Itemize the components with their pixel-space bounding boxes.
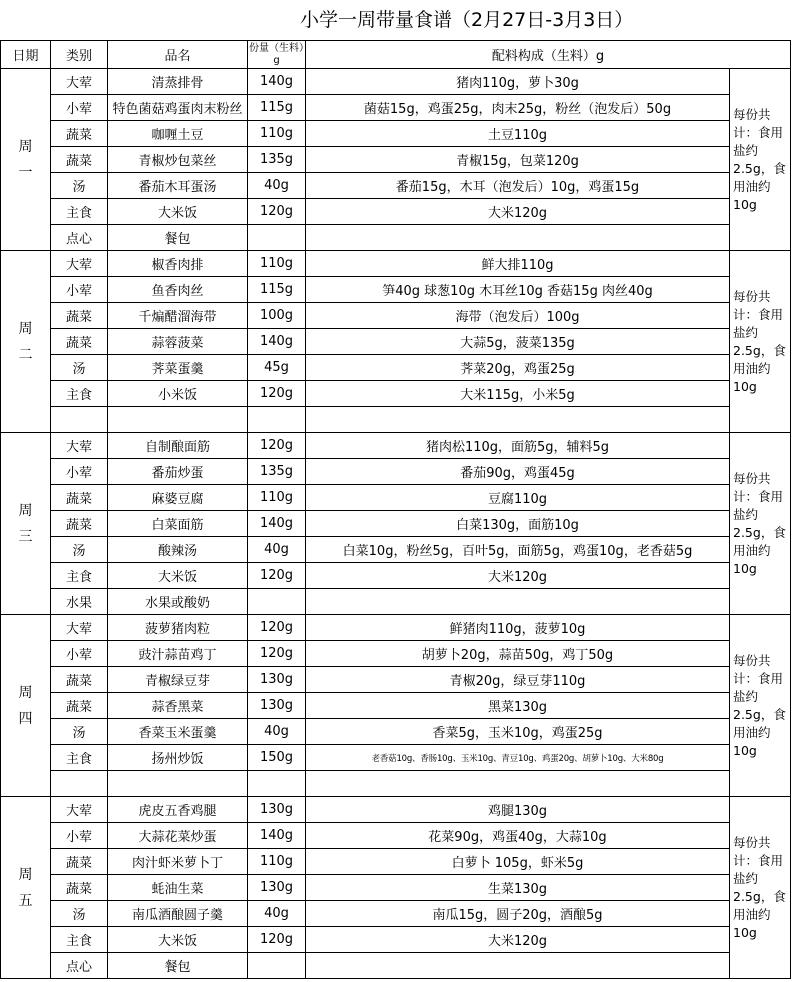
nutrition-note: 每份共计：食用盐约2.5g，食用油约10g — [730, 797, 791, 979]
nutrition-note: 每份共计：食用盐约2.5g，食用油约10g — [730, 433, 791, 615]
category-cell: 汤 — [51, 355, 108, 381]
dish-cell — [108, 407, 248, 433]
dish-cell: 大蒜花菜炒蛋 — [108, 823, 248, 849]
dish-cell: 鱼香肉丝 — [108, 277, 248, 303]
weight-cell: 40g — [248, 719, 306, 745]
ingredients-cell: 菌菇15g，鸡蛋25g，肉末25g，粉丝（泡发后）50g — [306, 95, 730, 121]
category-cell: 蔬菜 — [51, 121, 108, 147]
table-row — [1, 719, 791, 745]
table-row — [1, 953, 791, 979]
ingredients-cell: 青椒15g，包菜120g — [306, 147, 730, 173]
ingredients-cell: 花菜90g，鸡蛋40g，大蒜10g — [306, 823, 730, 849]
header-category: 类别 — [51, 41, 108, 69]
table-row — [1, 823, 791, 849]
dish-cell: 蒜香黑菜 — [108, 693, 248, 719]
table-row — [1, 407, 791, 433]
dish-cell: 番茄炒蛋 — [108, 459, 248, 485]
day-cell: 周 三 — [1, 433, 51, 615]
table-row — [1, 537, 791, 563]
day-cell: 周 二 — [1, 251, 51, 433]
ingredients-cell: 大米120g — [306, 199, 730, 225]
table-row — [1, 121, 791, 147]
table-row — [1, 199, 791, 225]
category-cell: 点心 — [51, 225, 108, 251]
dish-cell: 麻婆豆腐 — [108, 485, 248, 511]
dish-cell: 水果或酸奶 — [108, 589, 248, 615]
nutrition-note: 每份共计：食用盐约2.5g，食用油约10g — [730, 69, 791, 251]
table-row — [1, 95, 791, 121]
weight-cell — [248, 225, 306, 251]
ingredients-cell: 鸡腿130g — [306, 797, 730, 823]
table-row — [1, 693, 791, 719]
dish-cell: 特色菌菇鸡蛋肉末粉丝 — [108, 95, 248, 121]
category-cell: 汤 — [51, 173, 108, 199]
weight-cell: 140g — [248, 823, 306, 849]
category-cell: 小荤 — [51, 277, 108, 303]
category-cell: 主食 — [51, 563, 108, 589]
ingredients-cell: 青椒20g，绿豆芽110g — [306, 667, 730, 693]
weight-cell: 130g — [248, 875, 306, 901]
table-row — [1, 251, 791, 277]
ingredients-cell: 猪肉松110g，面筋5g，辅料5g — [306, 433, 730, 459]
table-row — [1, 329, 791, 355]
dish-cell: 肉汁虾米萝卜丁 — [108, 849, 248, 875]
category-cell: 主食 — [51, 381, 108, 407]
ingredients-cell: 猪肉110g，萝卜30g — [306, 69, 730, 95]
table-row — [1, 459, 791, 485]
ingredients-cell: 豆腐110g — [306, 485, 730, 511]
table-row — [1, 667, 791, 693]
category-cell: 大荤 — [51, 615, 108, 641]
table-row — [1, 147, 791, 173]
nutrition-note: 每份共计：食用盐约2.5g，食用油约10g — [730, 251, 791, 433]
ingredients-cell: 大蒜5g，菠菜135g — [306, 329, 730, 355]
title-text: 小学一周带量食谱（2月27日-3月3日） — [300, 9, 634, 31]
category-cell: 主食 — [51, 745, 108, 771]
table-row — [1, 225, 791, 251]
table-row — [1, 303, 791, 329]
ingredients-cell: 南瓜15g，圆子20g，酒酿5g — [306, 901, 730, 927]
table-row — [1, 589, 791, 615]
day-cell: 周 五 — [1, 797, 51, 979]
category-cell: 汤 — [51, 719, 108, 745]
category-cell: 蔬菜 — [51, 147, 108, 173]
header-ingredients: 配料构成（生料）g — [306, 41, 791, 69]
ingredients-cell: 土豆110g — [306, 121, 730, 147]
ingredients-cell: 生菜130g — [306, 875, 730, 901]
weight-cell: 120g — [248, 563, 306, 589]
table-row — [1, 849, 791, 875]
table-row — [1, 381, 791, 407]
weight-cell: 130g — [248, 693, 306, 719]
dish-cell: 大米饭 — [108, 199, 248, 225]
category-cell: 大荤 — [51, 433, 108, 459]
category-cell: 大荤 — [51, 797, 108, 823]
day-cell: 周 一 — [1, 69, 51, 251]
table-row — [1, 901, 791, 927]
weight-cell: 120g — [248, 381, 306, 407]
category-cell: 主食 — [51, 927, 108, 953]
weight-cell: 115g — [248, 95, 306, 121]
header-weight: 份量（生料）g — [248, 41, 306, 69]
dish-cell: 豉汁蒜苗鸡丁 — [108, 641, 248, 667]
category-cell: 蔬菜 — [51, 875, 108, 901]
table-row — [1, 927, 791, 953]
weight-cell: 120g — [248, 615, 306, 641]
ingredients-cell: 胡萝卜20g，蒜苗50g，鸡丁50g — [306, 641, 730, 667]
category-cell: 蔬菜 — [51, 303, 108, 329]
dish-cell: 荠菜蛋羹 — [108, 355, 248, 381]
dish-cell: 蒜蓉菠菜 — [108, 329, 248, 355]
page-title — [0, 0, 793, 40]
weight-cell: 130g — [248, 667, 306, 693]
dish-cell: 酸辣汤 — [108, 537, 248, 563]
dish-cell: 南瓜酒酿圆子羹 — [108, 901, 248, 927]
weight-cell — [248, 589, 306, 615]
ingredients-cell — [306, 225, 730, 251]
dish-cell: 番茄木耳蛋汤 — [108, 173, 248, 199]
ingredients-cell — [306, 589, 730, 615]
ingredients-cell: 番茄15g，木耳（泡发后）10g，鸡蛋15g — [306, 173, 730, 199]
weight-cell: 140g — [248, 329, 306, 355]
category-cell: 蔬菜 — [51, 511, 108, 537]
ingredients-cell: 番茄90g，鸡蛋45g — [306, 459, 730, 485]
weight-cell: 135g — [248, 147, 306, 173]
category-cell: 小荤 — [51, 641, 108, 667]
dish-cell: 咖喱土豆 — [108, 121, 248, 147]
header-date: 日期 — [1, 41, 51, 69]
dish-cell: 蚝油生菜 — [108, 875, 248, 901]
weight-cell — [248, 953, 306, 979]
ingredients-cell: 鲜猪肉110g，菠萝10g — [306, 615, 730, 641]
category-cell — [51, 771, 108, 797]
table-row — [1, 277, 791, 303]
weight-cell: 110g — [248, 485, 306, 511]
ingredients-cell: 鲜大排110g — [306, 251, 730, 277]
weight-cell: 40g — [248, 173, 306, 199]
category-cell: 点心 — [51, 953, 108, 979]
table-row — [1, 771, 791, 797]
ingredients-cell — [306, 771, 730, 797]
dish-cell: 虎皮五香鸡腿 — [108, 797, 248, 823]
dish-cell: 大米饭 — [108, 563, 248, 589]
table-row — [1, 485, 791, 511]
ingredients-cell: 大米120g — [306, 927, 730, 953]
weight-cell: 120g — [248, 927, 306, 953]
dish-cell: 大米饭 — [108, 927, 248, 953]
weight-cell: 130g — [248, 797, 306, 823]
nutrition-note: 每份共计：食用盐约2.5g，食用油约10g — [730, 615, 791, 797]
weight-cell: 100g — [248, 303, 306, 329]
category-cell: 大荤 — [51, 251, 108, 277]
category-cell: 小荤 — [51, 823, 108, 849]
dish-cell: 扬州炒饭 — [108, 745, 248, 771]
weight-cell: 140g — [248, 511, 306, 537]
weight-cell — [248, 771, 306, 797]
weight-cell: 120g — [248, 641, 306, 667]
table-row — [1, 355, 791, 381]
header-row — [1, 41, 791, 69]
ingredients-cell: 大米120g — [306, 563, 730, 589]
weight-cell: 40g — [248, 537, 306, 563]
weight-cell: 110g — [248, 849, 306, 875]
dish-cell: 白菜面筋 — [108, 511, 248, 537]
weight-cell: 150g — [248, 745, 306, 771]
dish-cell: 青椒炒包菜丝 — [108, 147, 248, 173]
dish-cell: 青椒绿豆芽 — [108, 667, 248, 693]
category-cell: 小荤 — [51, 95, 108, 121]
weight-cell: 45g — [248, 355, 306, 381]
table-row — [1, 641, 791, 667]
table-row — [1, 433, 791, 459]
dish-cell: 菠萝猪肉粒 — [108, 615, 248, 641]
weight-cell: 120g — [248, 199, 306, 225]
category-cell: 水果 — [51, 589, 108, 615]
category-cell: 主食 — [51, 199, 108, 225]
dish-cell — [108, 771, 248, 797]
category-cell: 蔬菜 — [51, 329, 108, 355]
ingredients-cell: 老香菇10g、香肠10g、玉米10g、青豆10g、鸡蛋20g、胡萝卜10g、大米80g — [306, 745, 730, 771]
category-cell: 汤 — [51, 537, 108, 563]
table-row — [1, 511, 791, 537]
header-dish: 品名 — [108, 41, 248, 69]
dish-cell: 自制酿面筋 — [108, 433, 248, 459]
ingredients-cell: 海带（泡发后）100g — [306, 303, 730, 329]
weekly-menu-table — [0, 40, 791, 979]
category-cell: 蔬菜 — [51, 693, 108, 719]
weight-cell: 40g — [248, 901, 306, 927]
day-cell: 周 四 — [1, 615, 51, 797]
table-row — [1, 563, 791, 589]
category-cell: 蔬菜 — [51, 667, 108, 693]
dish-cell: 香菜玉米蛋羹 — [108, 719, 248, 745]
weight-cell: 110g — [248, 251, 306, 277]
ingredients-cell: 荠菜20g，鸡蛋25g — [306, 355, 730, 381]
ingredients-cell: 白菜130g，面筋10g — [306, 511, 730, 537]
ingredients-cell — [306, 953, 730, 979]
category-cell: 蔬菜 — [51, 485, 108, 511]
weight-cell: 115g — [248, 277, 306, 303]
table-row — [1, 69, 791, 95]
ingredients-cell: 白萝卜 105g，虾米5g — [306, 849, 730, 875]
dish-cell: 小米饭 — [108, 381, 248, 407]
ingredients-cell: 大米115g，小米5g — [306, 381, 730, 407]
table-row — [1, 615, 791, 641]
dish-cell: 椒香肉排 — [108, 251, 248, 277]
weight-cell: 110g — [248, 121, 306, 147]
dish-cell: 千煸醋溜海带 — [108, 303, 248, 329]
dish-cell: 餐包 — [108, 225, 248, 251]
ingredients-cell — [306, 407, 730, 433]
ingredients-cell: 笋40g 球葱10g 木耳丝10g 香菇15g 肉丝40g — [306, 277, 730, 303]
weight-cell: 135g — [248, 459, 306, 485]
weight-cell: 120g — [248, 433, 306, 459]
category-cell: 小荤 — [51, 459, 108, 485]
ingredients-cell: 黑菜130g — [306, 693, 730, 719]
table-row — [1, 875, 791, 901]
table-row — [1, 745, 791, 771]
dish-cell: 餐包 — [108, 953, 248, 979]
category-cell: 蔬菜 — [51, 849, 108, 875]
table-row — [1, 173, 791, 199]
table-row — [1, 797, 791, 823]
weight-cell — [248, 407, 306, 433]
category-cell — [51, 407, 108, 433]
dish-cell: 清蒸排骨 — [108, 69, 248, 95]
category-cell: 大荤 — [51, 69, 108, 95]
category-cell: 汤 — [51, 901, 108, 927]
ingredients-cell: 香菜5g，玉米10g，鸡蛋25g — [306, 719, 730, 745]
weight-cell: 140g — [248, 69, 306, 95]
ingredients-cell: 白菜10g，粉丝5g，百叶5g，面筋5g，鸡蛋10g，老香菇5g — [306, 537, 730, 563]
